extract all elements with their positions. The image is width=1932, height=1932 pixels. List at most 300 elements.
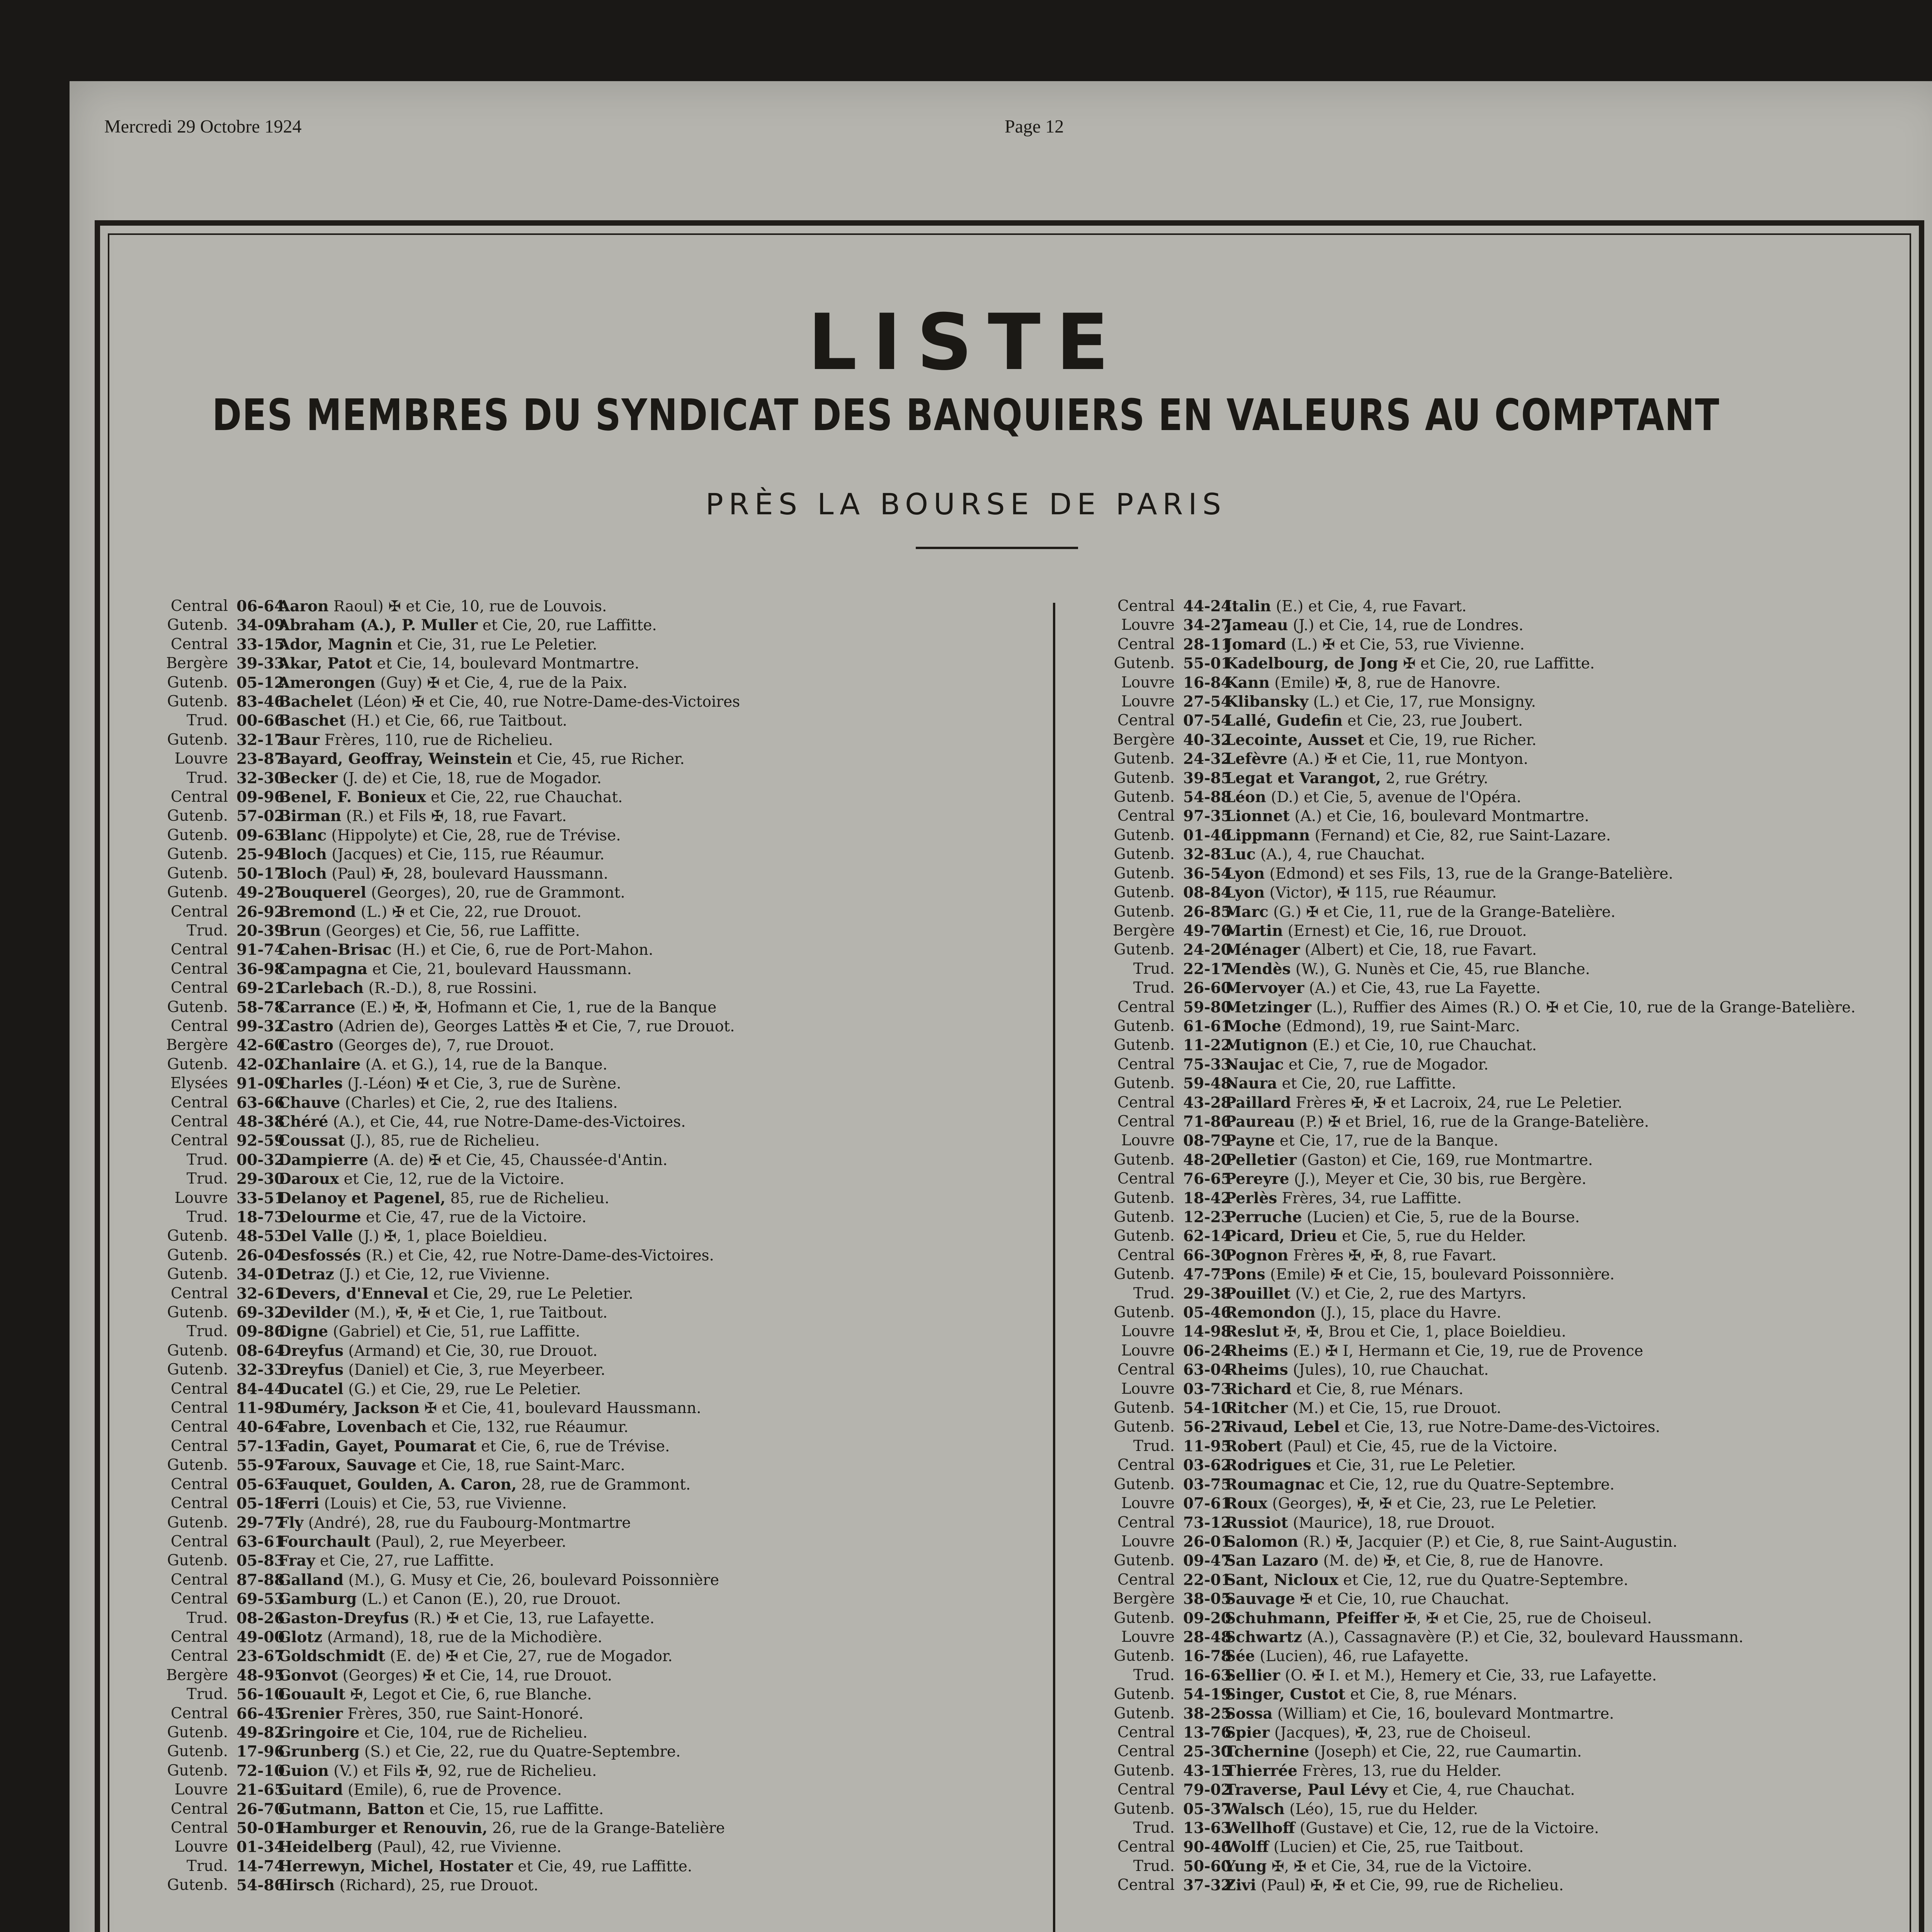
member-row xyxy=(166,1857,958,1876)
member-name: Fray xyxy=(278,1552,315,1570)
member-entry xyxy=(1225,597,1905,616)
member-name: Carlebach xyxy=(278,979,364,997)
member-row xyxy=(1113,597,1905,616)
member-phone: 05-18 xyxy=(236,1495,285,1513)
member-row xyxy=(1113,826,1905,845)
member-exchange: Gutenb. xyxy=(167,1723,228,1741)
member-phone: 76-65 xyxy=(1183,1170,1231,1188)
member-name: Roumagnac xyxy=(1225,1475,1325,1493)
member-phone: 48-95 xyxy=(236,1666,285,1684)
member-row xyxy=(1113,1514,1905,1532)
member-exchange: Central xyxy=(1117,1838,1175,1856)
member-name: Daroux xyxy=(278,1170,339,1188)
member-row xyxy=(166,1284,958,1303)
member-row xyxy=(1113,1571,1905,1590)
member-address: (A.) et Cie, 43, rue La Fayette. xyxy=(1304,980,1541,997)
member-phone: 79-02 xyxy=(1183,1781,1231,1799)
member-row xyxy=(166,1151,958,1170)
member-name: Cahen-Brisac xyxy=(278,941,392,959)
member-exchange: Gutenb. xyxy=(167,1876,228,1894)
member-exchange: Gutenb. xyxy=(167,1304,228,1321)
member-name: Ferri xyxy=(278,1495,320,1513)
member-exchange: Gutenb. xyxy=(1114,864,1175,882)
member-entry xyxy=(278,1514,958,1532)
member-entry xyxy=(1225,654,1905,673)
member-entry xyxy=(1225,979,1905,998)
member-row xyxy=(1113,1723,1905,1742)
member-row xyxy=(166,1762,958,1781)
member-phone: 08-64 xyxy=(236,1342,285,1360)
member-address: (E.) et Cie, 10, rue Chauchat. xyxy=(1308,1037,1537,1054)
member-address: (S.) et Cie, 22, rue du Quatre-Septembre. xyxy=(359,1743,681,1761)
member-entry xyxy=(1225,1131,1905,1150)
member-name: Dreyfus xyxy=(278,1342,344,1360)
member-phone: 26-60 xyxy=(1183,979,1231,997)
member-row xyxy=(1113,616,1905,635)
member-name: Chanlaire xyxy=(278,1055,361,1073)
member-row xyxy=(166,654,958,673)
member-exchange: Central xyxy=(1117,1055,1175,1073)
member-address: (Paul), 2, rue Meyerbeer. xyxy=(371,1533,566,1551)
member-exchange: Trud. xyxy=(186,712,228,730)
member-entry xyxy=(1225,1551,1905,1570)
member-entry xyxy=(1225,1361,1905,1379)
member-row xyxy=(166,1246,958,1265)
member-address: (Jacques), ✠, 23, rue de Choiseul. xyxy=(1269,1724,1531,1742)
member-exchange: Central xyxy=(1117,1456,1175,1474)
member-phone: 55-01 xyxy=(1183,655,1231,673)
member-phone: 49-82 xyxy=(236,1723,285,1742)
member-phone: 90-46 xyxy=(1183,1838,1231,1856)
member-address: et Cie, 12, rue de la Victoire. xyxy=(339,1170,565,1188)
member-phone: 32-17 xyxy=(236,731,285,749)
member-address: (R.) et Fils ✠, 18, rue Favart. xyxy=(341,808,567,825)
member-name: Fly xyxy=(278,1514,304,1532)
member-entry xyxy=(1225,788,1905,807)
member-entry xyxy=(1225,1647,1905,1666)
member-phone: 37-32 xyxy=(1183,1876,1231,1895)
member-phone: 61-61 xyxy=(1183,1017,1231,1035)
member-row xyxy=(1113,788,1905,807)
member-name: Sée xyxy=(1225,1647,1255,1665)
member-exchange: Gutenb. xyxy=(1114,750,1175,768)
member-phone: 32-30 xyxy=(236,769,285,787)
member-phone: 07-54 xyxy=(1183,712,1231,730)
member-name: Pouillet xyxy=(1225,1284,1291,1303)
member-exchange: Louvre xyxy=(1121,1132,1175,1150)
member-row xyxy=(1113,1781,1905,1799)
member-row xyxy=(1113,1609,1905,1628)
member-address: (Gustave) et Cie, 12, rue de la Victoire. xyxy=(1295,1820,1599,1837)
member-name: Zivi xyxy=(1225,1876,1256,1895)
member-row xyxy=(166,1647,958,1666)
member-exchange: Gutenb. xyxy=(167,1762,228,1779)
member-row xyxy=(1113,654,1905,673)
member-exchange: Bergère xyxy=(166,1666,228,1684)
member-address: (Edmond), 19, rue Saint-Marc. xyxy=(1281,1017,1520,1035)
member-row xyxy=(166,1532,958,1551)
member-exchange: Trud. xyxy=(1133,1666,1175,1684)
member-phone: 66-45 xyxy=(236,1704,285,1723)
member-name: Lallé, Gudefin xyxy=(1225,712,1343,730)
member-address: ✠ et Cie, 41, boulevard Haussmann. xyxy=(419,1400,701,1417)
member-address: (Louis) et Cie, 53, rue Vivienne. xyxy=(319,1495,567,1513)
member-row xyxy=(166,940,958,959)
member-entry xyxy=(1225,1838,1905,1857)
member-entry xyxy=(278,1456,958,1475)
member-phone: 69-53 xyxy=(236,1590,285,1608)
member-exchange: Trud. xyxy=(186,1323,228,1340)
member-entry xyxy=(278,788,958,807)
member-name: Yung xyxy=(1225,1857,1267,1875)
member-phone: 01-46 xyxy=(1183,826,1231,844)
member-address: et Cie, 104, rue de Richelieu. xyxy=(359,1724,588,1742)
member-entry xyxy=(278,1475,958,1494)
member-entry xyxy=(278,883,958,902)
member-name: Bachelet xyxy=(278,693,353,711)
member-entry xyxy=(1225,1342,1905,1361)
member-row xyxy=(1113,1361,1905,1379)
member-entry xyxy=(1225,1666,1905,1685)
member-name: Bayard, Geoffray, Weinstein xyxy=(278,750,512,768)
member-phone: 18-42 xyxy=(1183,1189,1231,1207)
member-phone: 33-15 xyxy=(236,635,285,653)
member-address: et Cie, 8, rue Ménars. xyxy=(1345,1686,1517,1704)
member-row xyxy=(1113,635,1905,654)
member-exchange: Gutenb. xyxy=(167,1055,228,1073)
member-phone: 25-30 xyxy=(1183,1743,1231,1761)
member-row xyxy=(1113,1342,1905,1361)
member-row xyxy=(1113,883,1905,902)
member-name: Lippmann xyxy=(1225,826,1310,844)
member-address: (A.) ✠ et Cie, 11, rue Montyon. xyxy=(1287,750,1528,768)
member-phone: 34-27 xyxy=(1183,616,1231,634)
member-row xyxy=(1113,1418,1905,1437)
member-address: (Lucien) et Cie, 5, rue de la Bourse. xyxy=(1302,1209,1580,1226)
member-exchange: Trud. xyxy=(186,1609,228,1627)
member-name: Aaron xyxy=(278,597,329,615)
member-row xyxy=(1113,769,1905,788)
member-entry xyxy=(1225,940,1905,959)
member-address: (P.) ✠ et Briel, 16, rue de la Grange-Batelière. xyxy=(1294,1113,1649,1131)
member-address: (William) et Cie, 16, boulevard Montmartre. xyxy=(1272,1705,1614,1723)
member-exchange: Trud. xyxy=(1133,1284,1175,1302)
member-phone: 91-74 xyxy=(236,941,285,959)
member-name: Thierrée xyxy=(1225,1762,1298,1780)
member-name: Schuhmann, Pfeiffer xyxy=(1225,1609,1399,1627)
member-name: Carrance xyxy=(278,998,355,1016)
member-exchange: Louvre xyxy=(1121,1628,1175,1646)
member-address: (J. de) et Cie, 18, rue de Mogador. xyxy=(337,769,602,787)
member-address: et Cie, 47, rue de la Victoire. xyxy=(361,1209,587,1226)
member-entry xyxy=(1225,750,1905,769)
member-phone: 28-11 xyxy=(1183,635,1231,653)
member-address: (Victor), ✠ 115, rue Réaumur. xyxy=(1265,884,1497,902)
member-row xyxy=(166,922,958,940)
member-address: et Cie, 15, rue Laffitte. xyxy=(424,1800,604,1818)
member-entry xyxy=(278,1551,958,1570)
member-row xyxy=(1113,1704,1905,1723)
member-name: Devers, d'Enneval xyxy=(278,1284,429,1303)
member-address: (R.) et Cie, 42, rue Notre-Dame-des-Victoires. xyxy=(361,1247,714,1264)
member-exchange: Gutenb. xyxy=(167,616,228,634)
member-exchange: Central xyxy=(170,1647,228,1665)
member-name: Guion xyxy=(278,1762,329,1780)
member-entry xyxy=(278,1437,958,1456)
member-row xyxy=(1113,807,1905,826)
member-phone: 00-66 xyxy=(236,712,285,730)
member-name: Pereyre xyxy=(1225,1170,1289,1188)
member-phone: 08-26 xyxy=(236,1609,285,1627)
member-row xyxy=(1113,1284,1905,1303)
member-address: (L.) et Cie, 17, rue Monsigny. xyxy=(1308,693,1536,711)
member-exchange: Gutenb. xyxy=(1114,1151,1175,1168)
member-phone: 54-19 xyxy=(1183,1685,1231,1704)
member-row xyxy=(1113,1246,1905,1265)
member-address: ✠ et Cie, 20, rue Laffitte. xyxy=(1398,655,1595,673)
member-name: Herrewyn, Michel, Hostater xyxy=(278,1857,513,1875)
member-entry xyxy=(278,1227,958,1246)
member-exchange: Central xyxy=(1117,1170,1175,1188)
member-phone: 11-95 xyxy=(1183,1437,1231,1455)
member-row xyxy=(1113,1151,1905,1170)
member-exchange: Trud. xyxy=(1133,960,1175,978)
member-phone: 13-76 xyxy=(1183,1723,1231,1742)
member-entry xyxy=(1225,1685,1905,1704)
member-entry xyxy=(1225,826,1905,845)
member-address: (Lucien), 46, rue Lafayette. xyxy=(1255,1648,1469,1665)
member-row xyxy=(1113,903,1905,922)
member-exchange: Bergère xyxy=(1113,922,1175,939)
member-entry xyxy=(1225,1762,1905,1781)
member-exchange: Gutenb. xyxy=(167,1456,228,1474)
member-entry xyxy=(1225,1112,1905,1131)
member-entry xyxy=(1225,1017,1905,1036)
member-entry xyxy=(278,826,958,845)
member-exchange: Central xyxy=(170,1284,228,1302)
member-exchange: Central xyxy=(170,1704,228,1722)
member-address: et Cie, 23, rue Joubert. xyxy=(1342,712,1523,730)
member-exchange: Gutenb. xyxy=(1114,655,1175,672)
member-address: Frères ✠, ✠, 8, rue Favart. xyxy=(1288,1247,1497,1264)
member-row xyxy=(1113,1017,1905,1036)
member-row xyxy=(166,845,958,864)
member-row xyxy=(166,1170,958,1189)
member-entry xyxy=(1225,903,1905,922)
member-phone: 34-09 xyxy=(236,616,285,634)
member-row xyxy=(166,1303,958,1322)
member-exchange: Elysées xyxy=(170,1075,228,1092)
member-entry xyxy=(1225,1151,1905,1170)
member-row xyxy=(1113,1265,1905,1284)
member-exchange: Central xyxy=(170,1800,228,1818)
member-row xyxy=(1113,1170,1905,1189)
member-row xyxy=(1113,1590,1905,1609)
member-row xyxy=(166,1781,958,1799)
member-address: ✠, ✠, Brou et Cie, 1, place Boieldieu. xyxy=(1279,1323,1566,1341)
member-entry xyxy=(278,1532,958,1551)
member-exchange: Gutenb. xyxy=(1114,1075,1175,1092)
member-entry xyxy=(1225,1094,1905,1112)
member-name: Lionnet xyxy=(1225,807,1290,825)
member-phone: 05-37 xyxy=(1183,1800,1231,1818)
member-name: Bloch xyxy=(278,864,327,883)
member-row xyxy=(1113,1074,1905,1093)
member-entry xyxy=(1225,1628,1905,1647)
member-address: (Joseph) et Cie, 22, rue Caumartin. xyxy=(1309,1743,1582,1761)
member-address: (E.) et Cie, 4, rue Favart. xyxy=(1271,598,1467,615)
member-address: (H.) et Cie, 66, rue Taitbout. xyxy=(346,712,567,730)
member-name: Faroux, Sauvage xyxy=(278,1456,417,1475)
member-exchange: Trud. xyxy=(1133,1437,1175,1455)
member-name: Ritcher xyxy=(1225,1399,1288,1417)
member-exchange: Central xyxy=(170,1628,228,1646)
member-row xyxy=(166,979,958,998)
member-entry xyxy=(278,673,958,692)
member-name: Hirsch xyxy=(278,1876,335,1895)
member-name: Rheims xyxy=(1225,1342,1288,1360)
member-name: Gaston-Dreyfus xyxy=(278,1609,409,1627)
member-entry xyxy=(278,1666,958,1685)
member-exchange: Central xyxy=(170,597,228,615)
member-entry xyxy=(278,1819,958,1838)
member-exchange: Central xyxy=(1117,1723,1175,1741)
member-name: Mendès xyxy=(1225,960,1291,978)
member-name: Kadelbourg, de Jong xyxy=(1225,655,1398,673)
member-entry xyxy=(1225,1456,1905,1475)
member-name: Rodrigues xyxy=(1225,1456,1311,1475)
member-address: (Gaston) et Cie, 169, rue Montmartre. xyxy=(1296,1151,1593,1169)
member-name: Walsch xyxy=(1225,1800,1285,1818)
member-row xyxy=(166,692,958,711)
member-name: Baur xyxy=(278,731,320,749)
member-entry xyxy=(1225,1189,1905,1208)
member-phone: 22-01 xyxy=(1183,1571,1231,1589)
member-exchange: Central xyxy=(1117,807,1175,825)
member-phone: 24-32 xyxy=(1183,750,1231,768)
member-entry xyxy=(278,1647,958,1666)
member-entry xyxy=(1225,1494,1905,1513)
column-divider xyxy=(1053,603,1055,1932)
member-phone: 73-12 xyxy=(1183,1514,1231,1532)
member-exchange: Gutenb. xyxy=(167,998,228,1016)
member-phone: 54-86 xyxy=(236,1876,285,1895)
member-name: Charles xyxy=(278,1075,343,1093)
member-entry xyxy=(1225,1170,1905,1189)
member-exchange: Trud. xyxy=(186,922,228,939)
member-name: Russiot xyxy=(1225,1514,1288,1532)
member-entry xyxy=(1225,1418,1905,1437)
member-phone: 21-65 xyxy=(236,1781,285,1799)
member-phone: 06-24 xyxy=(1183,1342,1231,1360)
member-entry xyxy=(1225,1246,1905,1265)
member-address: (Jules), 10, rue Chauchat. xyxy=(1288,1361,1489,1379)
member-exchange: Trud. xyxy=(186,1685,228,1703)
member-name: Galland xyxy=(278,1571,344,1589)
member-row xyxy=(1113,1800,1905,1819)
member-address: et Cie, 5, rue du Helder. xyxy=(1337,1228,1526,1245)
member-entry xyxy=(1225,1742,1905,1761)
member-entry xyxy=(278,979,958,998)
member-exchange: Louvre xyxy=(174,750,228,768)
member-exchange: Central xyxy=(170,979,228,997)
member-row xyxy=(1113,731,1905,750)
member-phone: 16-63 xyxy=(1183,1666,1231,1684)
member-phone: 23-87 xyxy=(236,750,285,768)
member-exchange: Gutenb. xyxy=(1114,1189,1175,1207)
member-name: Gutmann, Batton xyxy=(278,1800,425,1818)
member-address: (J.), Meyer et Cie, 30 bis, rue Bergère. xyxy=(1289,1170,1587,1188)
member-entry xyxy=(278,1284,958,1303)
member-row xyxy=(1113,979,1905,998)
member-entry xyxy=(278,940,958,959)
member-name: Rheims xyxy=(1225,1361,1288,1379)
member-address: (J.), 85, rue de Richelieu. xyxy=(345,1132,540,1150)
page-number: Page 12 xyxy=(1005,116,1064,137)
member-phone: 99-32 xyxy=(236,1017,285,1035)
member-name: Lefèvre xyxy=(1225,750,1287,768)
member-entry xyxy=(278,1112,958,1131)
member-entry xyxy=(278,1571,958,1590)
member-row xyxy=(1113,922,1905,940)
member-phone: 29-38 xyxy=(1183,1284,1231,1303)
member-phone: 84-44 xyxy=(236,1380,285,1398)
member-address: et Cie, 19, rue Richer. xyxy=(1364,731,1537,749)
member-entry xyxy=(278,731,958,750)
member-row xyxy=(166,1342,958,1361)
member-phone: 29-77 xyxy=(236,1514,285,1532)
member-name: Lyon xyxy=(1225,884,1265,902)
member-address: (Georges), 20, rue de Grammont. xyxy=(366,884,625,902)
member-address: (J.), 15, place du Havre. xyxy=(1315,1304,1502,1322)
member-name: Sossa xyxy=(1225,1704,1273,1723)
member-row xyxy=(1113,1322,1905,1341)
member-address: (L.), Ruffier des Aimes (R.) O. ✠ et Cie, 10, rue de la Grange-Batelière. xyxy=(1311,998,1856,1016)
member-exchange: Gutenb. xyxy=(1114,1399,1175,1417)
member-address: (R.) ✠ et Cie, 13, rue Lafayette. xyxy=(409,1609,655,1627)
member-entry xyxy=(1225,616,1905,635)
member-row xyxy=(166,1131,958,1150)
member-entry xyxy=(1225,1590,1905,1609)
member-phone: 14-74 xyxy=(236,1857,285,1875)
member-address: (Armand), 18, rue de la Michodière. xyxy=(322,1628,602,1646)
member-row xyxy=(166,1017,958,1036)
member-phone: 24-20 xyxy=(1183,941,1231,959)
member-address: et Cie, 27, rue Laffitte. xyxy=(315,1552,495,1570)
member-address: (Jacques) et Cie, 115, rue Réaumur. xyxy=(327,846,605,864)
member-phone: 33-51 xyxy=(236,1189,285,1207)
member-address: et Cie, 4, rue Chauchat. xyxy=(1388,1781,1575,1799)
member-row xyxy=(166,1876,958,1895)
member-row xyxy=(166,711,958,730)
member-row xyxy=(1113,1494,1905,1513)
member-address: (Albert) et Cie, 18, rue Favart. xyxy=(1300,941,1537,959)
member-phone: 09-63 xyxy=(236,826,285,844)
member-address: (M.), G. Musy et Cie, 26, boulevard Poissonnière xyxy=(344,1571,719,1589)
member-name: Pons xyxy=(1225,1265,1265,1284)
member-row xyxy=(166,1437,958,1456)
member-entry xyxy=(1225,1819,1905,1838)
member-phone: 91-09 xyxy=(236,1075,285,1093)
member-name: Glotz xyxy=(278,1628,323,1646)
member-address: (Maurice), 18, rue Drouot. xyxy=(1288,1514,1495,1532)
member-row xyxy=(166,826,958,845)
member-exchange: Central xyxy=(1117,1246,1175,1264)
member-entry xyxy=(1225,1704,1905,1723)
member-phone: 12-23 xyxy=(1183,1208,1231,1226)
member-address: ✠, Legot et Cie, 6, rue Blanche. xyxy=(345,1686,592,1704)
member-exchange: Central xyxy=(1117,1743,1175,1760)
